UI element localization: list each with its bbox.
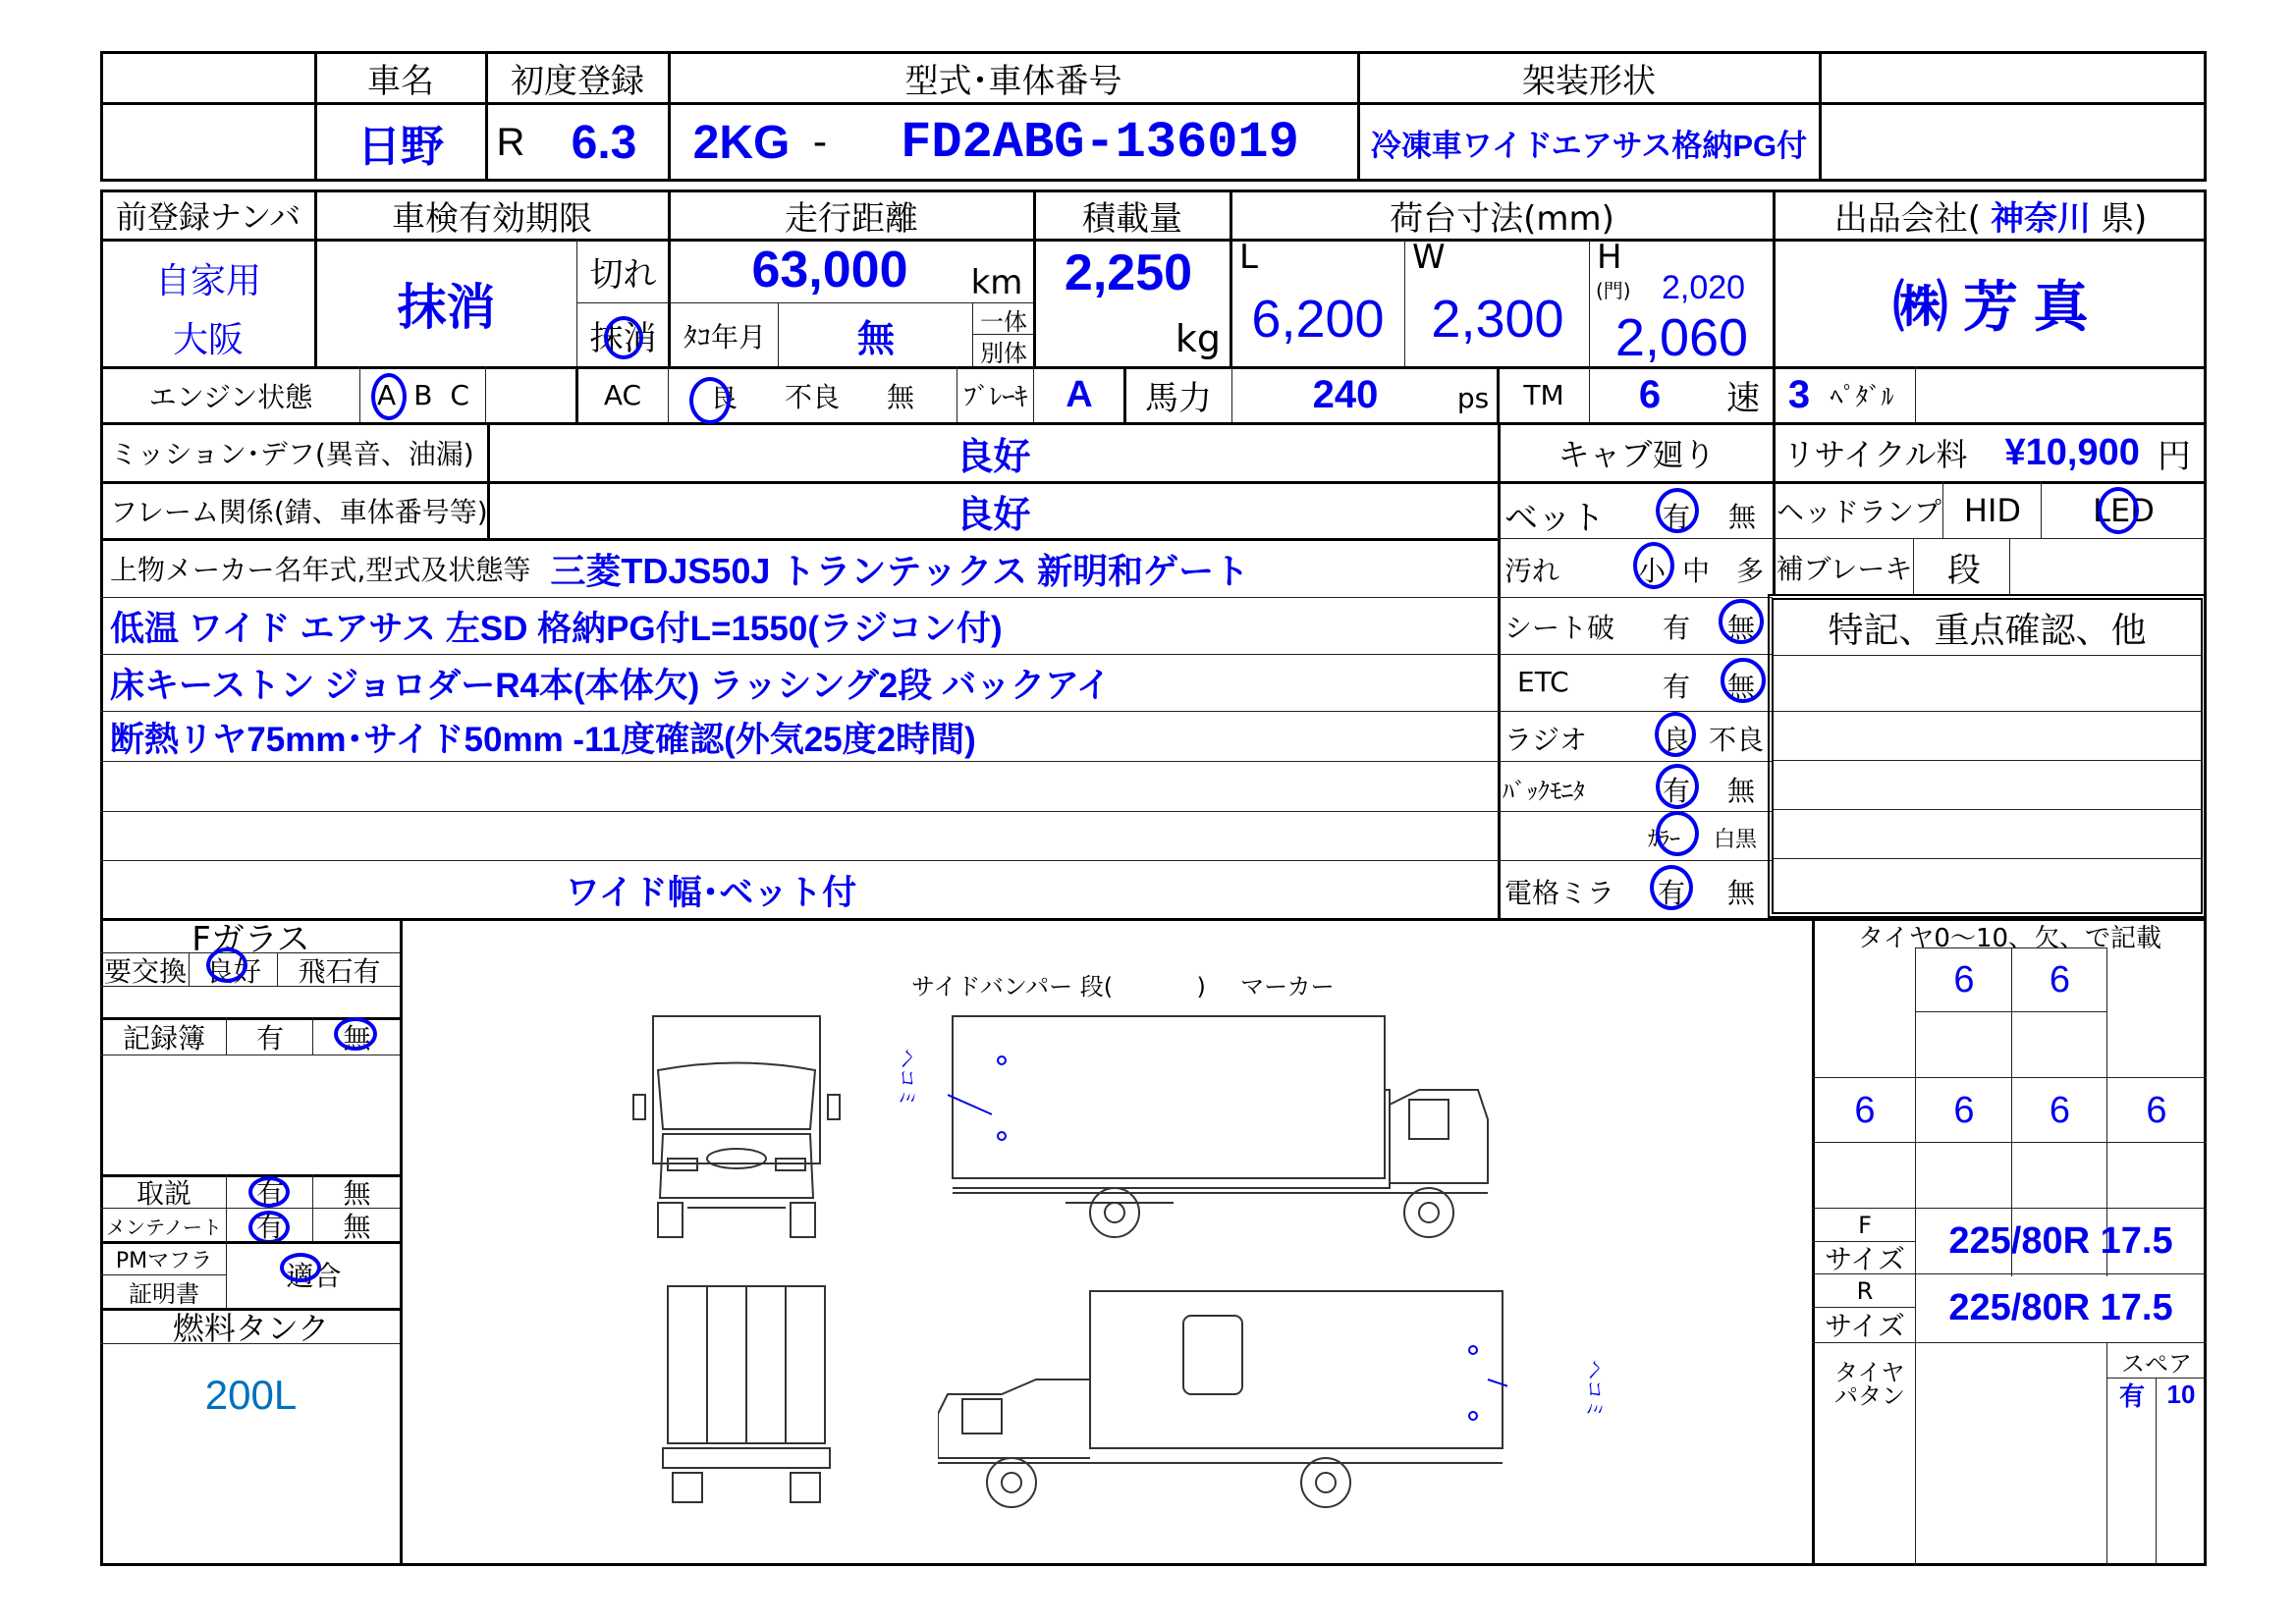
cab-item-label: シート破: [1504, 612, 1615, 644]
recycle-value: ¥10,900: [2004, 431, 2140, 473]
cab-item-label: ETC: [1517, 666, 1569, 698]
hline: [1498, 811, 1773, 812]
truck-left-side-view: [938, 1286, 1507, 1512]
vline: [485, 366, 486, 422]
fglass-option[interactable]: 要交換: [103, 955, 187, 988]
hline: [1498, 654, 1773, 655]
body-type-label: 架装形状: [1522, 61, 1656, 101]
vline: [226, 1241, 227, 1308]
manual-label: 取説: [136, 1177, 191, 1210]
seller-prefix: 出品会社(: [1833, 198, 1981, 239]
body-type-value: 冷凍車ワイドエアサス格納PG付: [1370, 128, 1808, 163]
engine-option-a[interactable]: A: [377, 379, 397, 411]
mileage-value: 63,000: [751, 242, 908, 298]
vline: [277, 952, 278, 986]
cab-option[interactable]: 有: [1658, 877, 1686, 909]
vline: [2156, 1378, 2157, 1566]
hline: [1498, 761, 1773, 762]
record-option[interactable]: 有: [255, 1022, 284, 1055]
model-prefix: 2KG: [692, 116, 791, 169]
cab-option[interactable]: 良: [1663, 724, 1691, 756]
front-size-label-1: F: [1858, 1212, 1872, 1239]
manual-option[interactable]: 無: [343, 1177, 371, 1210]
record-option[interactable]: 無: [343, 1022, 371, 1055]
tm-unit: 速: [1726, 379, 1760, 418]
engine-option-c[interactable]: C: [450, 379, 469, 411]
hline: [576, 302, 668, 303]
cab-option[interactable]: 有: [1663, 501, 1691, 533]
pm-label-2: 証明書: [129, 1279, 199, 1308]
cab-item-label: ﾊﾞｯｸﾓﾆﾀ: [1503, 778, 1585, 805]
manual-option[interactable]: 有: [255, 1177, 284, 1210]
vline: [1589, 366, 1590, 422]
brake-label: ﾌﾞﾚｰｷ: [963, 383, 1028, 412]
headlamp-option-hid[interactable]: HID: [1963, 492, 2022, 529]
car-name-value: 日野: [357, 123, 444, 171]
maint-label: メンテノート: [106, 1215, 222, 1239]
note-line: ワイド幅･ベット付: [565, 873, 857, 912]
ac-option-none[interactable]: 無: [887, 380, 915, 413]
seller-label: [1775, 191, 2207, 239]
vline: [1942, 481, 1943, 538]
prev-plate-use: 自家用: [154, 259, 261, 300]
vline: [1913, 538, 1914, 594]
seller-suffix: 県): [2101, 198, 2148, 239]
cab-option[interactable]: 中: [1682, 555, 1711, 587]
vline: [1589, 239, 1590, 366]
bed-dimensions-label: 荷台寸法(mm): [1390, 198, 1614, 239]
headlamp-label: ヘッドランプ: [1776, 496, 1941, 528]
aux-brake-label: 補ブレーキ: [1776, 552, 1913, 585]
integrated-option: 一体: [980, 307, 1027, 336]
side-bumper-text: サイドバンパー 段(: [911, 973, 1114, 1001]
hline: [100, 1343, 400, 1344]
vline: [1812, 918, 1815, 1566]
separate-option: 別体: [980, 339, 1027, 367]
maint-option[interactable]: 有: [255, 1211, 284, 1243]
tm-value: 6: [1638, 373, 1662, 416]
tire-pattern-label-1: タイヤ: [1834, 1359, 1905, 1386]
tire-rear: 6: [2146, 1089, 2167, 1131]
pedal-label: ﾍﾟﾀﾞﾙ: [1830, 383, 1894, 412]
vline: [312, 1017, 313, 1055]
ac-option-bad[interactable]: 不良: [784, 380, 840, 413]
chassis-number: FD2ABG-136019: [901, 113, 1299, 172]
spare-value: 10: [2166, 1379, 2196, 1409]
mission-label: ミッション･デフ(異音、油漏): [110, 438, 474, 470]
truck-rear-view: [658, 1281, 835, 1507]
vline: [1773, 366, 1776, 422]
pm-value: 適合: [286, 1260, 342, 1292]
engine-option-b[interactable]: B: [413, 379, 433, 411]
rear-size-label-1: R: [1856, 1277, 1874, 1305]
first-registration-value: 6.3: [571, 116, 637, 169]
side-bumper-label: [911, 967, 1335, 1001]
vline: [1231, 366, 1232, 422]
hp-label: 馬力: [1145, 379, 1212, 418]
truck-front-view: [629, 1011, 854, 1257]
body-maker-value: 三菱TDJS50J トランテックス 新明和ゲート: [550, 550, 1250, 591]
ac-option-good[interactable]: 良: [709, 380, 738, 413]
recycle-label: リサイクル料: [1783, 436, 1968, 473]
cab-title: キャブ廻り: [1558, 436, 1716, 473]
cab-option[interactable]: 多: [1736, 555, 1765, 587]
mileage-label: 走行距離: [785, 198, 918, 239]
front-tire-size: 225/80R 17.5: [1948, 1219, 2173, 1262]
vline: [1404, 239, 1405, 366]
hline: [1812, 1208, 2207, 1209]
fuel-label: 燃料タンク: [172, 1310, 330, 1347]
hline: [1498, 860, 1773, 861]
gate-height-label: (門): [1596, 279, 1631, 302]
dent-label: ヘコミ: [896, 1049, 917, 1108]
tacho-label: ﾀｺ年月: [683, 320, 766, 353]
vline: [2106, 1342, 2107, 1566]
cab-option[interactable]: 白黒: [1714, 828, 1758, 852]
length-label: L: [1239, 238, 1258, 277]
maint-option[interactable]: 無: [343, 1211, 371, 1243]
engine-options: [361, 368, 485, 422]
frame-label: フレーム関係(錆、車体番号等): [110, 496, 488, 528]
hline: [1915, 947, 2106, 948]
hp-value: 240: [1312, 373, 1379, 416]
tire-front-left: 6: [1953, 959, 1975, 1001]
hline: [1774, 711, 2201, 712]
cab-option[interactable]: ｶﾗｰ: [1648, 828, 1681, 852]
hline: [1498, 597, 1773, 598]
mission-value: 良好: [956, 436, 1031, 478]
marker-label: マーカー: [1240, 973, 1335, 1001]
hline: [1773, 538, 2207, 539]
body-maker-label: 上物メーカー名年式,型式及状態等: [110, 554, 531, 586]
model-chassis-label: 型式･車体番号: [904, 61, 1122, 101]
cab-option[interactable]: 有: [1663, 671, 1691, 703]
vline: [778, 302, 779, 366]
note-line: 床キーストン ジョロダーR4本(本体欠) ラッシング2段 バックアイ: [110, 667, 1111, 705]
height-value: 2,060: [1614, 308, 1749, 367]
inspection-expiry-value: 抹消: [397, 280, 496, 335]
cab-option[interactable]: 小: [1638, 555, 1667, 587]
seller-prefecture: 神奈川: [1991, 199, 2091, 238]
vline: [359, 366, 360, 422]
load-capacity-label: 積載量: [1082, 198, 1182, 239]
engine-label: エンジン状態: [148, 380, 313, 413]
cab-option[interactable]: 不良: [1709, 724, 1765, 756]
hline: [100, 654, 1498, 655]
vline: [1915, 366, 1916, 422]
expired-option: 切れ: [589, 255, 657, 295]
hline: [1774, 655, 2201, 656]
tacho-value: 無: [856, 319, 895, 360]
pm-label-1: PMマフラ: [115, 1248, 213, 1273]
header-vline: [1819, 51, 1822, 182]
fglass-option[interactable]: 飛石有: [298, 955, 381, 988]
hline: [1812, 1142, 2207, 1143]
pedal-value: 3: [1787, 373, 1811, 416]
spare-label: スペア: [2121, 1349, 2192, 1378]
hline: [1774, 760, 2201, 761]
cancelled-option: 抹消: [589, 319, 657, 358]
spare-present: 有: [2118, 1380, 2145, 1411]
gate-height-value: 2,020: [1662, 269, 1746, 306]
hline: [100, 860, 1498, 861]
era-value: R: [496, 120, 525, 164]
seller-company: ㈱ 芳 真: [1892, 276, 2089, 338]
record-label: 記録簿: [122, 1022, 205, 1055]
frame-value: 良好: [956, 494, 1031, 536]
body-maker-row: [102, 540, 1497, 597]
vline: [1033, 366, 1034, 422]
rear-size-label-2: サイズ: [1825, 1310, 1905, 1342]
hline: [100, 811, 1498, 812]
hline: [1774, 809, 2201, 810]
tire-panel-title: タイヤ0～10、欠、で記載: [1857, 923, 2162, 953]
tm-label: TM: [1523, 379, 1564, 411]
cab-option[interactable]: 有: [1663, 775, 1691, 807]
ac-label: AC: [603, 379, 642, 411]
vline: [226, 1017, 227, 1055]
vline: [668, 366, 669, 422]
hline: [1915, 1011, 2106, 1012]
hline: [1812, 1077, 2207, 1078]
hline: [100, 986, 400, 987]
cab-item-label: 汚れ: [1504, 555, 1560, 587]
note-line: 低温 ワイド エアサス 左SD 格納PG付L=1550(ラジコン付): [110, 610, 1003, 648]
note-line: 断熱リヤ75mm･サイド50mm -11度確認(外気25度2時間): [110, 720, 976, 759]
load-capacity-value: 2,250: [1064, 243, 1193, 301]
tire-front-right: 6: [2049, 959, 2071, 1001]
hline: [1774, 858, 2201, 859]
aux-brake-unit: 段: [1947, 551, 1981, 590]
front-size-label-2: サイズ: [1825, 1243, 1905, 1275]
length-value: 6,200: [1251, 290, 1385, 349]
car-name-label: 車名: [367, 61, 434, 101]
tire-rear: 6: [2049, 1089, 2071, 1131]
special-notes-title: 特記、重点確認、他: [1828, 611, 2147, 651]
dent-label: ヘコミ: [1583, 1360, 1605, 1419]
hp-unit: ps: [1456, 381, 1490, 414]
prev-plate-region: 大阪: [172, 318, 244, 359]
note-line: [102, 813, 1497, 860]
recycle-row: [1776, 424, 2205, 481]
vline: [2041, 481, 2042, 538]
rear-tire-size: 225/80R 17.5: [1948, 1286, 2173, 1328]
vline: [2009, 538, 2010, 594]
hline: [1812, 1273, 2207, 1274]
vline: [189, 952, 190, 986]
cab-item-label: 電格ミラ: [1504, 877, 1615, 909]
brake-value: A: [1066, 374, 1093, 415]
cab-item-label: ラジオ: [1504, 724, 1588, 756]
prev-plate-label: 前登録ナンバ: [115, 198, 301, 236]
cab-option[interactable]: 無: [1727, 775, 1756, 807]
km-unit: km: [970, 262, 1023, 302]
fglass-option[interactable]: 良好: [205, 955, 261, 988]
hline: [1498, 711, 1773, 712]
cab-option[interactable]: 無: [1728, 501, 1757, 533]
vline: [1915, 1208, 1916, 1566]
vline: [400, 918, 403, 1566]
width-value: 2,300: [1431, 290, 1564, 349]
cab-option[interactable]: 無: [1727, 671, 1756, 703]
cab-option[interactable]: 無: [1727, 877, 1756, 909]
note-line: [102, 763, 1497, 811]
tire-rear: 6: [1854, 1089, 1876, 1131]
hline: [100, 597, 1498, 598]
cab-item-label: ベット: [1504, 499, 1605, 538]
cab-option[interactable]: 無: [1727, 612, 1756, 644]
side-bumper-close: ): [1196, 973, 1206, 1001]
height-label: H: [1597, 238, 1622, 277]
inspection-expiry-label: 車検有効期限: [392, 198, 592, 239]
kg-unit: kg: [1175, 317, 1222, 360]
headlamp-option-led[interactable]: LED: [2093, 492, 2155, 529]
first-registration-label: 初度登録: [511, 61, 644, 101]
vline: [1498, 422, 1501, 918]
truck-right-side-view: [948, 1011, 1498, 1247]
tire-pattern-label-2: パタン: [1834, 1382, 1905, 1410]
tire-rear: 6: [1953, 1089, 1975, 1131]
ac-options: [670, 368, 955, 422]
hline: [668, 302, 1033, 303]
cab-option[interactable]: 有: [1663, 612, 1691, 644]
fglass-title: Fガラス: [191, 919, 310, 959]
model-dash: -: [812, 120, 828, 165]
width-label: W: [1412, 238, 1446, 277]
recycle-unit: 円: [2157, 436, 2191, 476]
fuel-value: 200L: [204, 1372, 298, 1418]
